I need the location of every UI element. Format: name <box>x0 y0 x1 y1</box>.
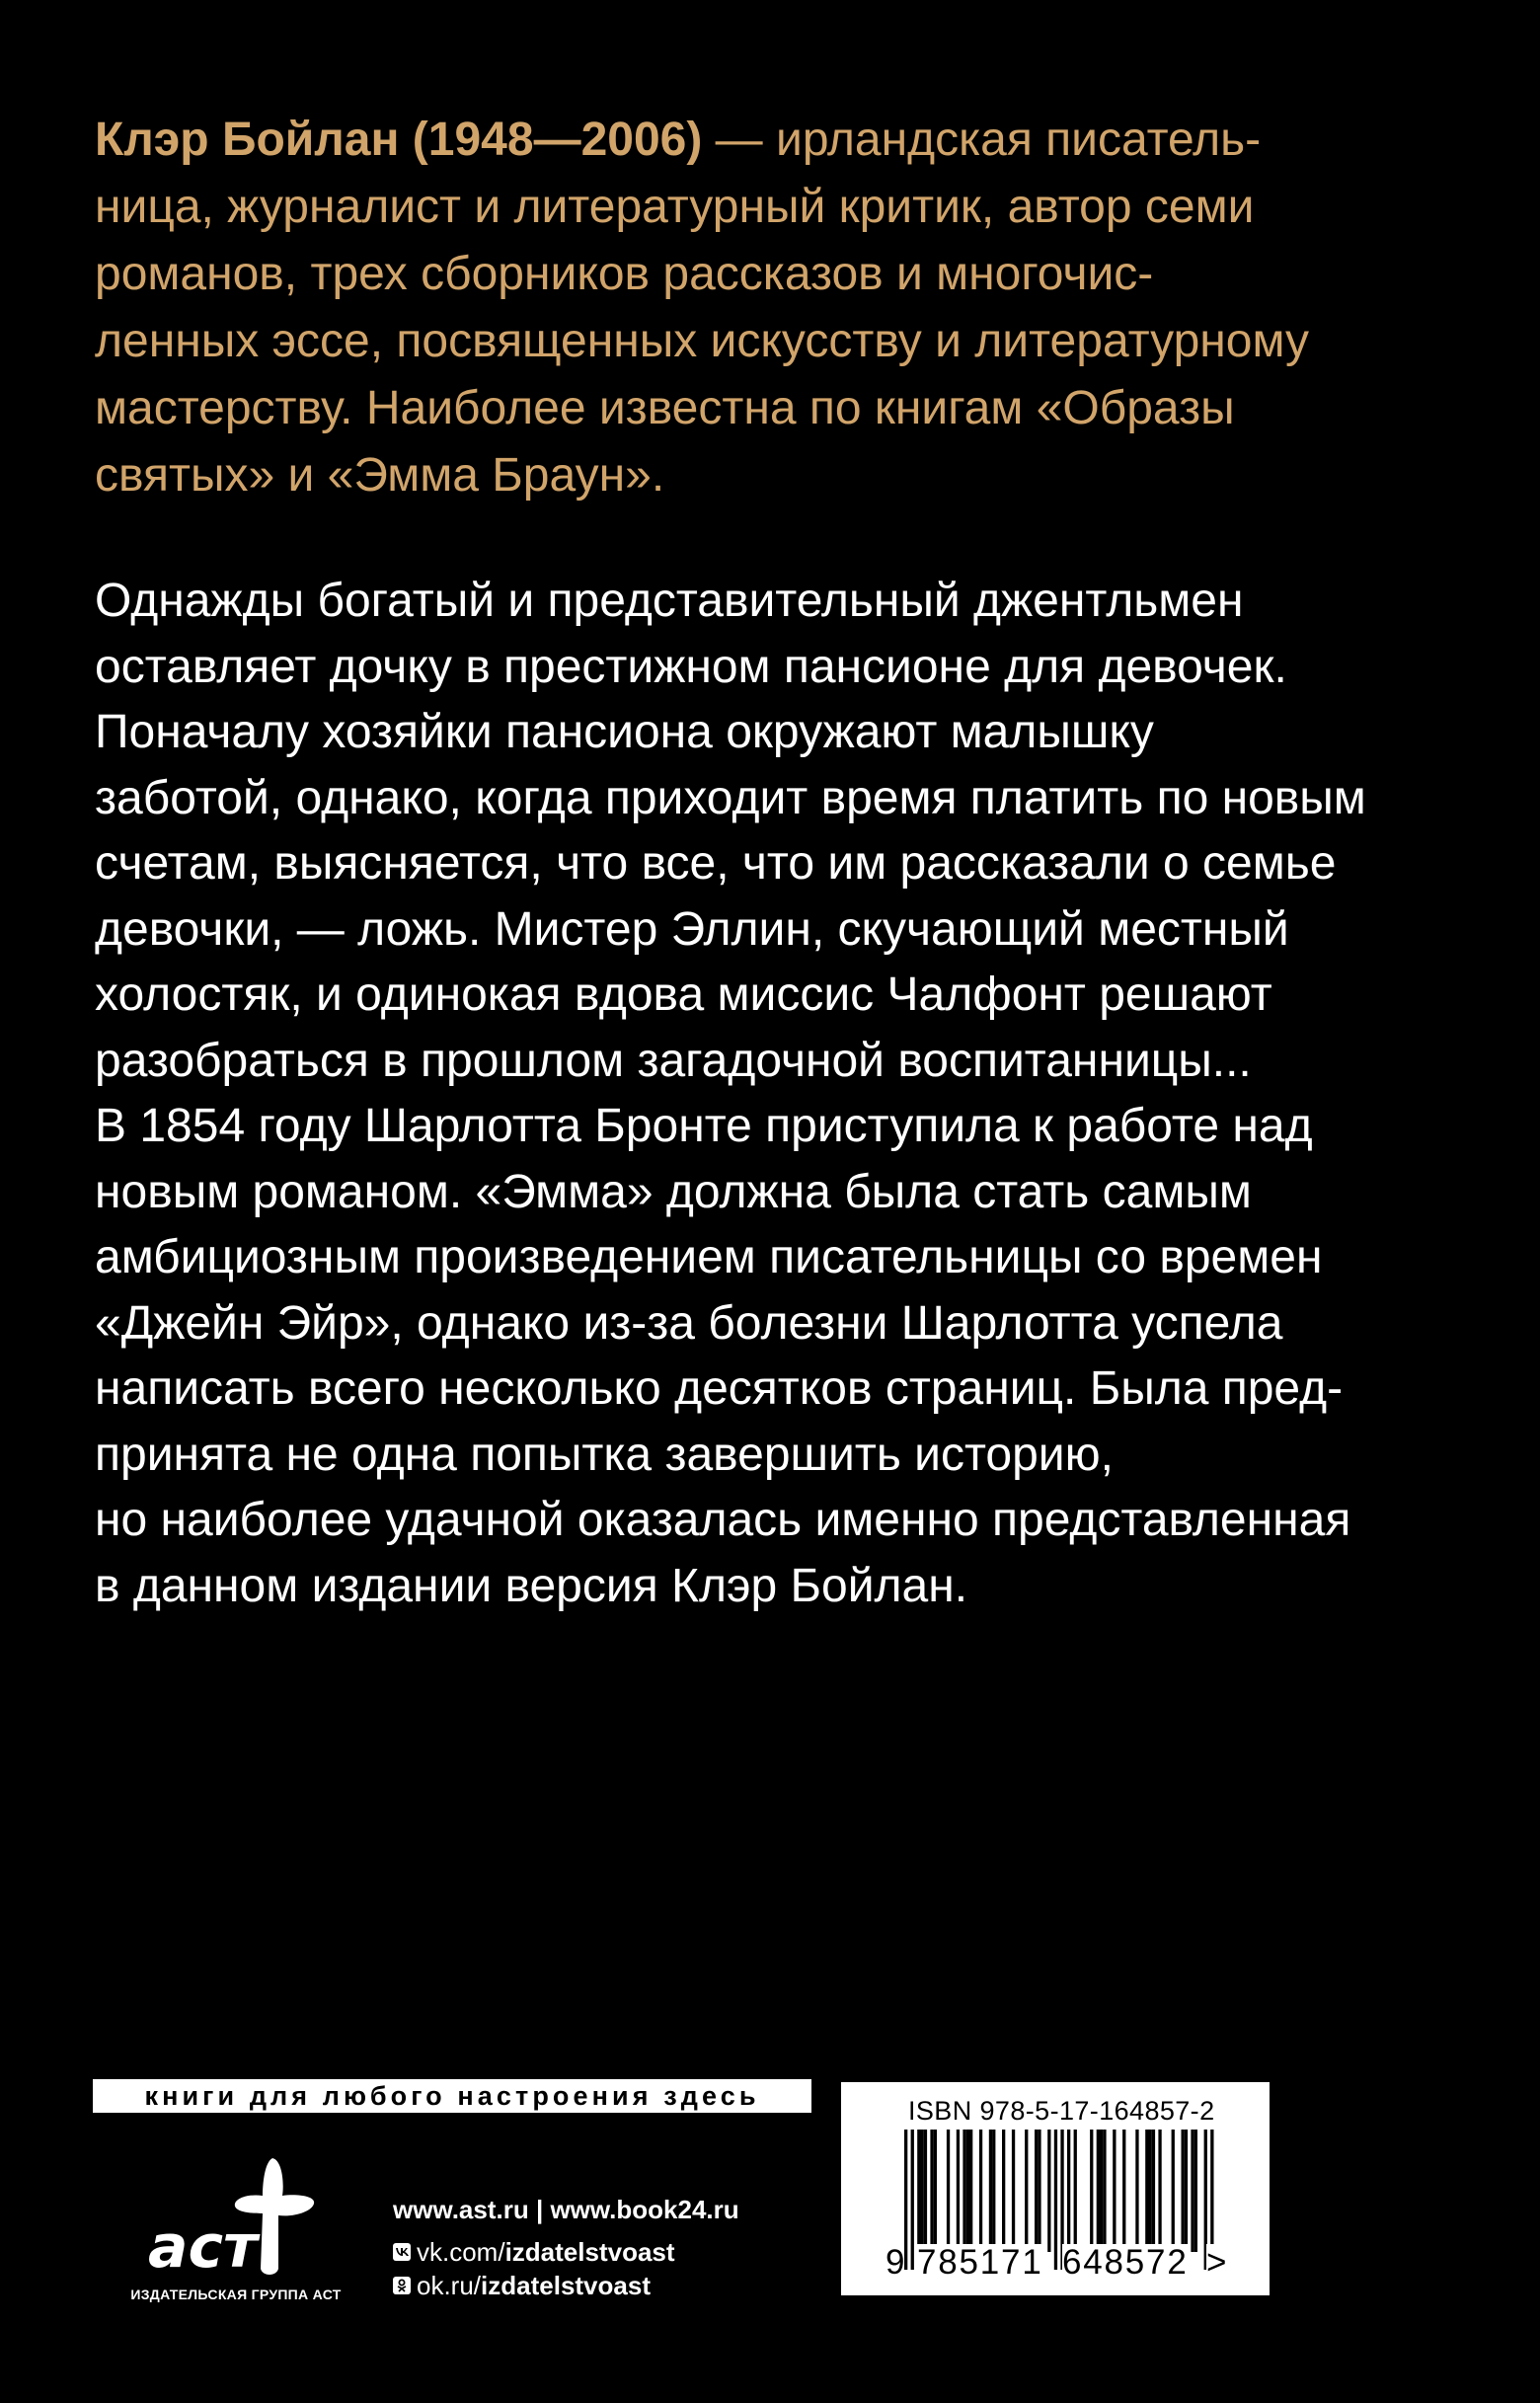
barcode-bar <box>989 2130 992 2252</box>
barcode-bar <box>947 2130 950 2252</box>
barcode-bar <box>1158 2130 1161 2252</box>
barcode-bar <box>969 2130 972 2252</box>
barcode-bar <box>911 2130 914 2270</box>
barcode-bar <box>1191 2130 1194 2252</box>
barcode-panel <box>841 2082 1270 2295</box>
ok-link[interactable] <box>393 2269 739 2302</box>
barcode-bar <box>921 2130 924 2252</box>
bio-line: ленных эссе, посвященных искусству и литературному <box>95 315 1309 367</box>
barcode-bar <box>1194 2130 1197 2252</box>
barcode-bar <box>1185 2130 1188 2252</box>
bio-line: святых» и «Эмма Браун». <box>95 449 665 502</box>
website-links[interactable]: www.ast.ru | www.book24.ru <box>393 2194 739 2224</box>
ok-icon <box>393 2277 411 2294</box>
barcode-digits-left: 785171 <box>917 2243 1043 2282</box>
barcode-bar <box>1103 2130 1106 2252</box>
barcode-bar <box>966 2130 969 2252</box>
barcode-bar <box>1172 2130 1175 2252</box>
bio-line: ница, журналист и литературный критик, автор семи <box>95 181 1255 233</box>
barcode-arrow: > <box>1206 2243 1227 2282</box>
barcode-digit-first: 9 <box>886 2243 905 2282</box>
ast-logo <box>146 2144 324 2281</box>
barcode-bar <box>1074 2130 1077 2252</box>
barcode-bar <box>1035 2130 1038 2252</box>
barcode-bar <box>1054 2130 1057 2270</box>
publisher-caption: ИЗДАТЕЛЬСКАЯ ГРУППА АСТ <box>130 2287 342 2302</box>
barcode-bar <box>1012 2130 1015 2252</box>
barcode-bar <box>1122 2130 1125 2252</box>
annotation-line: принята не одна попытка завершить историю, <box>95 1428 1114 1481</box>
ok-handle: izdatelstvoast <box>481 2270 651 2300</box>
author-name: Клэр Бойлан (1948—2006) <box>95 114 703 166</box>
barcode-bar <box>1047 2130 1050 2252</box>
annotation-line: написать всего несколько десятков страниц. Была пред- <box>95 1362 1344 1415</box>
ok-prefix: ok.ru/ <box>417 2270 482 2300</box>
barcode-bar <box>1067 2130 1070 2252</box>
tagline-banner: книги для любого настроения здесь <box>93 2079 811 2113</box>
vk-icon <box>393 2243 411 2261</box>
annotation-line: но наиболее удачной оказалась именно представленная <box>95 1494 1351 1546</box>
barcode-bar <box>1025 2130 1028 2252</box>
barcode-bar <box>1090 2130 1093 2252</box>
annotation-line: «Джейн Эйр», однако из-за болезни Шарлотта успела <box>95 1296 1283 1350</box>
author-bio <box>95 107 1408 509</box>
bio-line: романов, трех сборников рассказов и многочис- <box>95 248 1154 300</box>
barcode-bar <box>1182 2130 1185 2252</box>
barcode-bar <box>1145 2130 1148 2252</box>
barcode-bar <box>917 2130 920 2252</box>
annotation-line: Поначалу хозяйки пансиона окружают малышку <box>95 706 1154 758</box>
vk-handle: izdatelstvoast <box>504 2236 675 2267</box>
bio-line: — ирландская писатель- <box>702 114 1262 166</box>
barcode-bar <box>934 2130 937 2252</box>
barcode-bar <box>924 2130 927 2252</box>
barcode-bar <box>904 2130 907 2270</box>
barcode-digits-right: 648572 <box>1062 2243 1189 2282</box>
barcode-bar <box>992 2130 995 2252</box>
barcode-bar <box>930 2130 933 2252</box>
logo-text: аст <box>148 2212 258 2281</box>
annotation-line: новым романом. «Эмма» должна была стать самым <box>95 1165 1252 1218</box>
annotation-line: оставляет дочку в престижном пансионе для девочек. <box>95 640 1287 693</box>
annotation-line: амбициозным произведением писательницы со времен <box>95 1231 1323 1283</box>
barcode-bar <box>1038 2130 1040 2252</box>
annotation-line: заботой, однако, когда приходит время платить по новым <box>95 771 1366 824</box>
book-annotation <box>95 569 1408 1619</box>
annotation-line: счетам, выясняется, что все, что им рассказали о семье <box>95 837 1337 890</box>
barcode-bar <box>962 2130 965 2252</box>
barcode-bar <box>957 2130 960 2252</box>
annotation-line: разобраться в прошлом загадочной воспитанницы... <box>95 1034 1252 1087</box>
annotation-line: Однажды богатый и представительный джентльмен <box>95 575 1244 627</box>
bio-line: мастерству. Наиболее известна по книгам «Образы <box>95 382 1235 434</box>
annotation-line: В 1854 году Шарлотта Бронте приступила к работе над <box>95 1100 1313 1152</box>
barcode-bar <box>1149 2130 1152 2252</box>
barcode-bar <box>1135 2130 1138 2252</box>
annotation-line: в данном издании версия Клэр Бойлан. <box>95 1559 968 1612</box>
barcode-bar <box>1152 2130 1155 2252</box>
isbn-number: ISBN 978-5-17-164857-2 <box>908 2096 1215 2126</box>
barcode-bar <box>979 2130 982 2252</box>
annotation-line: девочки, — ложь. Мистер Эллин, скучающий местный <box>95 902 1289 956</box>
vk-prefix: vk.com/ <box>417 2236 505 2267</box>
barcode-bar <box>1113 2130 1116 2252</box>
publisher-links <box>393 2184 739 2302</box>
barcode-bar <box>1097 2130 1100 2252</box>
vk-link[interactable] <box>393 2235 739 2269</box>
barcode-bar <box>1100 2130 1103 2252</box>
annotation-line: холостяк, и одинокая вдова миссис Чалфонт решают <box>95 969 1272 1021</box>
barcode-bar <box>1002 2130 1005 2252</box>
